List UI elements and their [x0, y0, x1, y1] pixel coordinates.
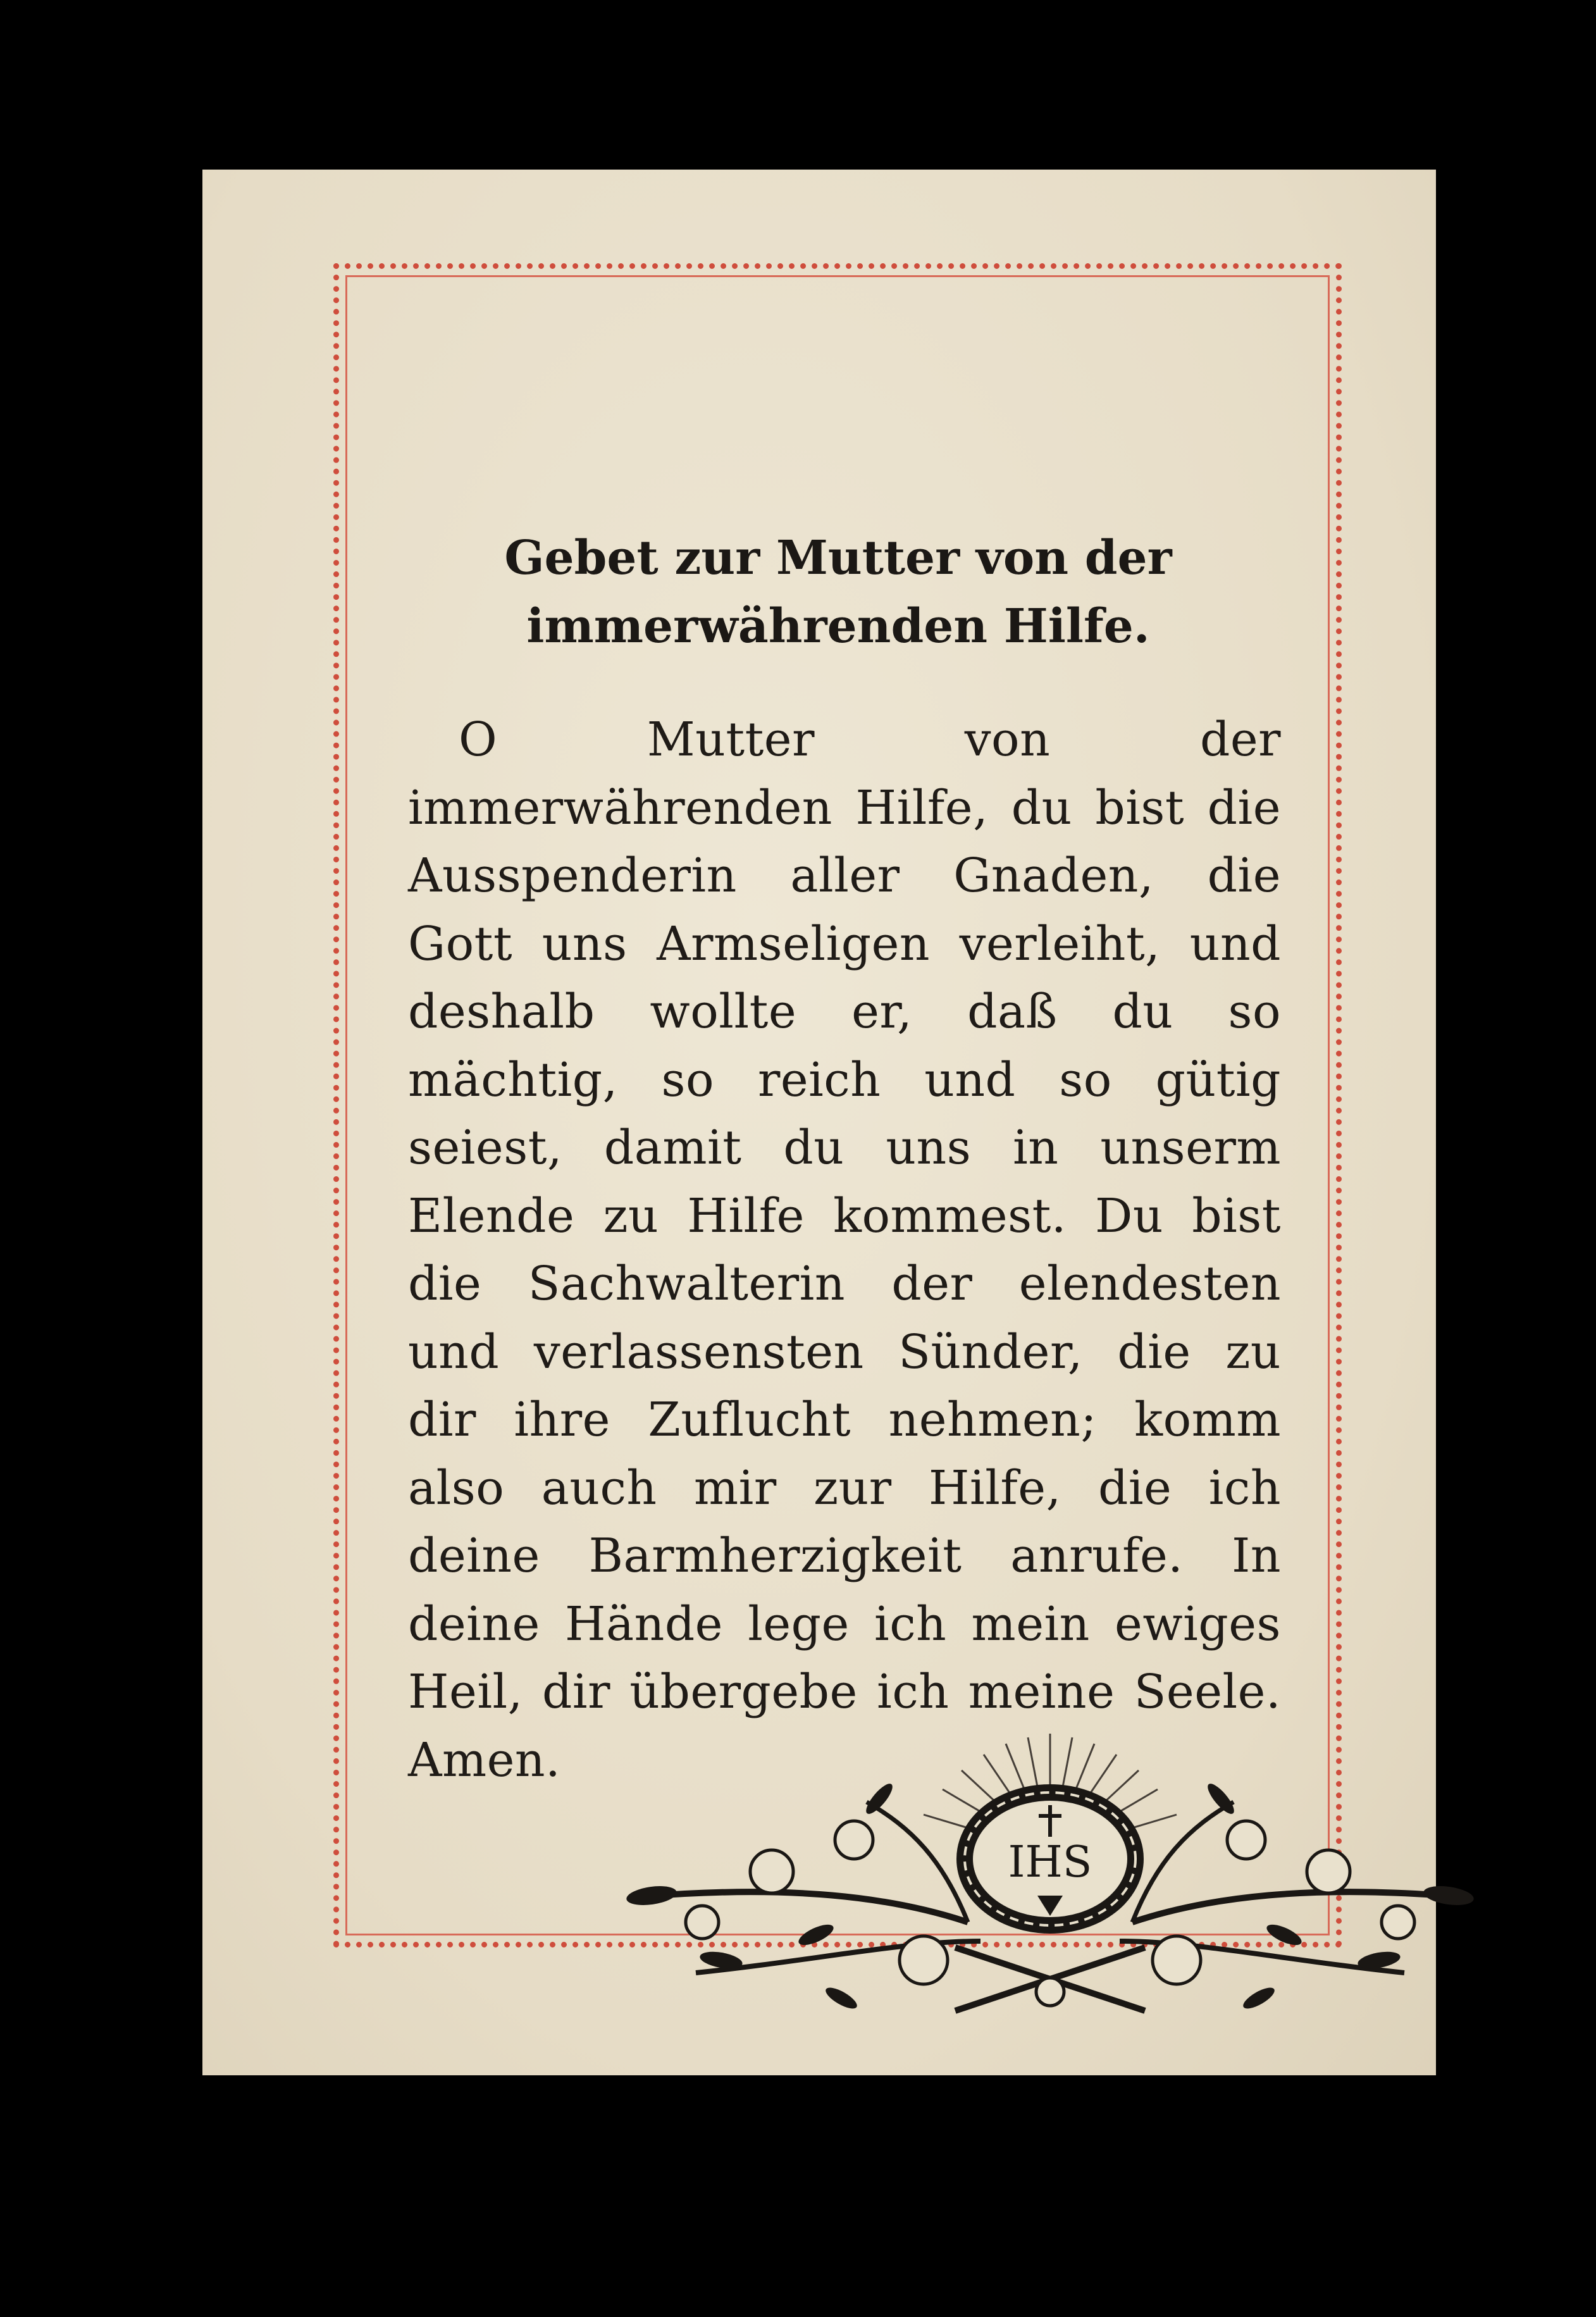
ihs-emblem-icon — [626, 1732, 1474, 2049]
title-line-1: Gebet zur Mutter von der — [504, 531, 1172, 585]
title-line-2: immerwährenden Hilfe. — [526, 599, 1150, 654]
prayer-body: O Mutter von der immerwährenden Hilfe, du bist die Ausspenderin aller Gnaden, die Gott uns Armseligen verleiht, und deshalb wollte er, daß du so mächtig, so reich und so gütig seiest, damit du uns in unserm Elende zu Hilfe kommest. Du bist die Sachwalterin der elendesten und verlassensten Sünder, die zu dir ihre Zuflucht nehmen; komm also auch mir zur Hilfe, die ich deine Barmherzigkeit anrufe. In deine Hände lege ich mein ewiges Heil, dir übergebe ich meine Seele. Amen. — [408, 712, 1281, 1787]
prayer-card — [202, 170, 1436, 2075]
prayer-title — [392, 524, 1284, 661]
ihs-monogram: IHS — [1008, 1837, 1092, 1887]
